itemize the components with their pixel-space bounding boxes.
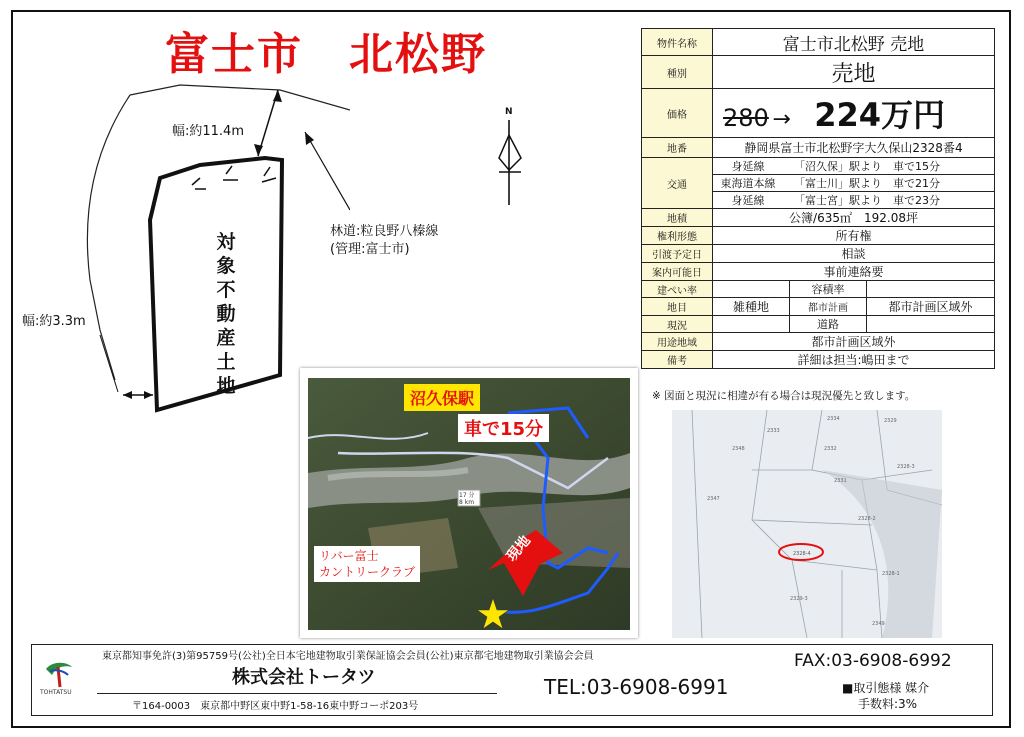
rights-value: 所有権 <box>713 227 995 245</box>
key-cityplan: 都市計画 <box>790 298 867 316</box>
access-cell <box>713 158 995 209</box>
row-type <box>642 56 995 89</box>
key-zone: 用途地域 <box>642 333 713 351</box>
fax-number: FAX:03-6908-6992 <box>794 651 952 671</box>
road-boundary <box>130 85 350 110</box>
row-status <box>642 316 995 333</box>
key-road: 道路 <box>790 316 867 333</box>
site-tag: 現地 <box>503 532 534 565</box>
parcel-number: 2328-2 <box>858 516 876 522</box>
company-name: 株式会社トータツ <box>232 667 376 688</box>
golf-line-1: リバー富士 <box>319 549 379 563</box>
bcr-value <box>713 281 790 298</box>
key-access: 交通 <box>642 158 713 209</box>
remarks-value: 詳細は担当:嶋田まで <box>713 351 995 369</box>
access-line: 身延線 <box>731 160 765 173</box>
access-station: 「沼久保」駅より <box>794 160 882 173</box>
north-arrow-icon <box>495 110 535 210</box>
row-handover <box>642 245 995 263</box>
company-footer <box>31 644 993 716</box>
plot-char: 対 <box>216 231 236 253</box>
access-time: 車で21分 <box>893 177 940 190</box>
key-land: 地目 <box>642 298 713 316</box>
row-lot <box>642 138 995 158</box>
access-time: 車で23分 <box>893 194 940 207</box>
page-title: 富士市 北松野 <box>165 29 487 80</box>
price-old: 280 <box>723 104 769 132</box>
property-name: 富士市北松野 売地 <box>713 29 995 56</box>
cityplan-value: 都市計画区域外 <box>867 298 995 316</box>
plot-char: 産 <box>216 327 236 349</box>
price-arrow: → <box>772 107 791 132</box>
key-rights: 権利形態 <box>642 227 713 245</box>
station-tag: 沼久保駅 <box>404 384 480 411</box>
parcel-number: 2348 <box>732 446 745 452</box>
parcel-number: 2347 <box>707 496 720 502</box>
parcel-number: 2333 <box>767 428 780 434</box>
plot-char: 地 <box>216 375 236 397</box>
road-boundary-left <box>87 95 130 380</box>
zone-value: 都市計画区域外 <box>713 333 995 351</box>
logo-text: TOHTATSU <box>40 689 72 696</box>
parcel-number: 2328-3 <box>897 464 915 470</box>
transaction-mode: ■取引態様 媒介 <box>842 681 930 695</box>
disclaimer-note: ※ 図面と現況に相違が有る場合は現況優先と致します。 <box>652 390 916 402</box>
width-top-label: 幅:約11.4m <box>172 124 244 139</box>
width-left-label: 幅:約3.3m <box>22 314 86 329</box>
golf-line-2: カントリークラブ <box>319 565 416 579</box>
row-access <box>642 158 995 209</box>
key-name: 物件名称 <box>642 29 713 56</box>
key-remarks: 備考 <box>642 351 713 369</box>
parcel-number: 2331 <box>834 478 847 484</box>
route-info <box>459 492 475 506</box>
target-parcel-label: 2328-4 <box>793 551 811 557</box>
cadastral-map <box>672 410 942 638</box>
tel-number: TEL:03-6908-6991 <box>544 675 729 699</box>
golf-course-tag <box>314 546 420 582</box>
route-distance: 8 km <box>459 499 475 506</box>
parcel-number: 2328-1 <box>882 571 900 577</box>
area-value: 公簿/635㎡ 192.08坪 <box>713 209 995 227</box>
row-zone <box>642 333 995 351</box>
key-viewing: 案内可能日 <box>642 263 713 281</box>
license-text: 東京都知事免許(3)第95759号(公社)全日本宅地建物取引業保証協会会員(公社)東京都宅地建物取引業協会会員 <box>102 651 594 662</box>
row-area <box>642 209 995 227</box>
plot-char: 土 <box>216 351 236 373</box>
property-type: 売地 <box>713 56 995 89</box>
far-value <box>867 281 995 298</box>
parcel-number: 2329 <box>884 418 897 424</box>
parcel-number: 2332 <box>824 446 837 452</box>
access-row <box>713 175 994 192</box>
cadastral-graphic <box>672 410 942 638</box>
company-logo-icon <box>42 659 76 689</box>
access-row <box>713 192 994 208</box>
price-cell <box>713 89 995 138</box>
row-land <box>642 298 995 316</box>
key-bcr: 建ぺい率 <box>642 281 713 298</box>
plot-char: 動 <box>216 303 236 325</box>
route-map <box>300 368 638 638</box>
key-far: 容積率 <box>790 281 867 298</box>
key-lot: 地番 <box>642 138 713 158</box>
access-station: 「富士宮」駅より <box>794 194 882 207</box>
row-ratios <box>642 281 995 298</box>
parcel-number: 2334 <box>827 416 840 422</box>
row-remarks <box>642 351 995 369</box>
row-viewing <box>642 263 995 281</box>
row-name <box>642 29 995 56</box>
commission: 手数料:3% <box>858 697 918 711</box>
key-type: 種別 <box>642 56 713 89</box>
satellite-map <box>308 378 630 630</box>
footer-divider <box>97 693 497 694</box>
plot-char: 不 <box>216 279 236 301</box>
slope-marks <box>192 166 276 189</box>
status-value <box>713 316 790 333</box>
company-address: 〒164-0003 東京都中野区東中野1-58-16東中野コーポ203号 <box>132 701 419 712</box>
key-area: 地積 <box>642 209 713 227</box>
price-new: 224万円 <box>814 96 946 134</box>
route-time: 17 分 <box>459 492 475 499</box>
key-handover: 引渡予定日 <box>642 245 713 263</box>
row-price <box>642 89 995 138</box>
lot-number: 静岡県富士市北松野字大久保山2328番4 <box>713 138 995 158</box>
parcel-number: 2329-3 <box>790 596 808 602</box>
parcel-number: 2349 <box>872 621 885 627</box>
viewing-value: 事前連絡要 <box>713 263 995 281</box>
drive-time-tag: 車で15分 <box>458 414 549 442</box>
road-label: 林道:粒良野八榛線 <box>330 224 439 239</box>
land-value: 雑種地 <box>713 298 790 316</box>
access-row <box>713 158 994 175</box>
access-line: 東海道本線 <box>720 177 776 190</box>
road-value <box>867 316 995 333</box>
plot-name-vertical <box>214 230 238 398</box>
key-status: 現況 <box>642 316 713 333</box>
access-time: 車で15分 <box>893 160 940 173</box>
handover-value: 相談 <box>713 245 995 263</box>
plot-char: 象 <box>216 255 236 277</box>
access-station: 「富士川」駅より <box>794 177 882 190</box>
access-line: 身延線 <box>731 194 765 207</box>
property-info-table <box>641 28 995 369</box>
north-label: N <box>505 107 513 117</box>
row-rights <box>642 227 995 245</box>
key-price: 価格 <box>642 89 713 138</box>
road-admin-label: (管理:富士市) <box>330 242 410 257</box>
